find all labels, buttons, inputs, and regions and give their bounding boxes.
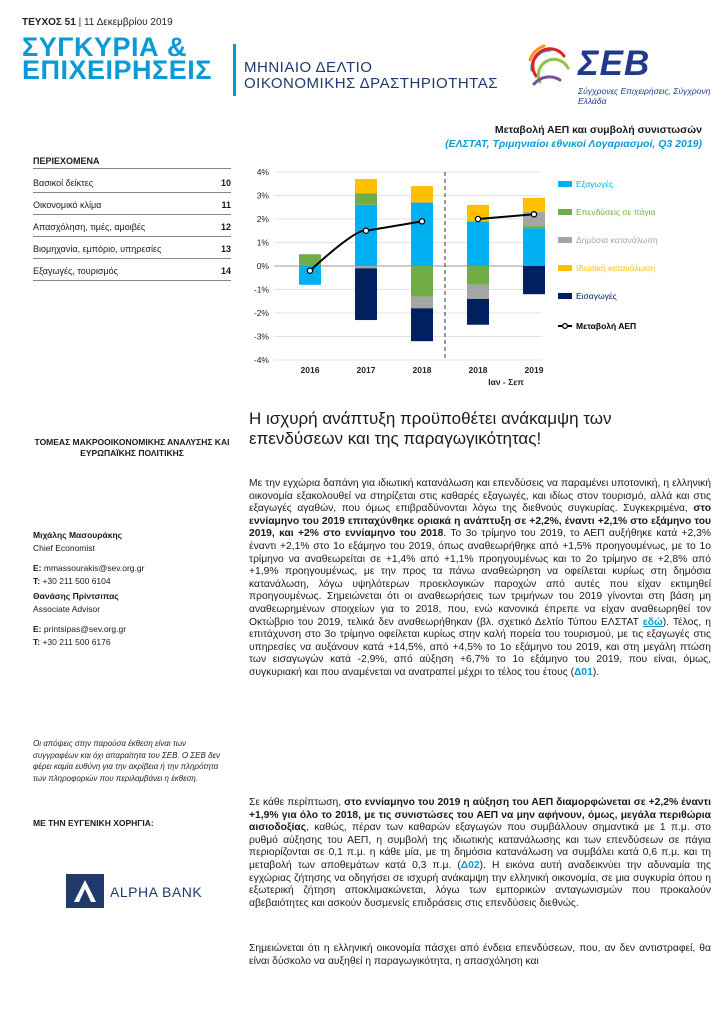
- toc-item-label: Βιομηχανία, εμπόριο, υπηρεσίες: [33, 244, 162, 254]
- toc-item-page: 13: [220, 244, 231, 254]
- subtitle-line1: ΜΗΝΙΑΙΟ ΔΕΛΤΙΟ: [244, 59, 373, 76]
- legend-swatch: [558, 265, 572, 271]
- toc-item-label: Βασικοί δείκτες: [33, 178, 94, 188]
- text-run: ). Τέλος, η επιτάχυνση στο 3ο τρίμηνο οφείλεται κυρίως στην καλή πορεία του τουρισμού, με τις εξαγωγές στις υπηρεσίες να αυξάνουν κατά +14,5%, από +4,5% το 1ο εξάμηνο του 2019, και στη μεγάλη πτώση των εισαγωγών κατά -2,9%, από αύξηση +6,7% το 1ο εξάμηνο του 2019, που είναι, όμως, συγκυριακή και που αναμένεται να ανατραπεί μέχρι το τέλος του έτους (: [249, 616, 711, 678]
- x-tick-label: 2016: [300, 365, 320, 375]
- bulletin-subtitle: [244, 60, 498, 92]
- legend-label: Εξαγωγές: [576, 179, 614, 189]
- gdp-point: [531, 212, 536, 217]
- legend-line-marker: [563, 324, 568, 329]
- issue-line: ΤΕΥΧΟΣ 51 | 11 Δεκεμβρίου 2019: [22, 17, 173, 28]
- contact-phone: +30 211 500 6176: [42, 637, 111, 647]
- sponsor-label: ΜΕ ΤΗΝ ΕΥΓΕΝΙΚΗ ΧΟΡΗΓΙΑ:: [33, 818, 154, 828]
- x-tick-label: 2019: [524, 365, 544, 375]
- contact-card: [33, 529, 144, 588]
- y-tick-label: -4%: [253, 355, 269, 365]
- contact-role: Chief Economist: [33, 543, 95, 553]
- phone-label: T:: [33, 576, 41, 586]
- legend-swatch: [558, 209, 572, 215]
- alpha-bank-logo-icon: [66, 874, 104, 908]
- bar-segment: [467, 221, 489, 266]
- bar-segment: [411, 308, 433, 341]
- text-run-bold: στο εννίαμηνο του 2019 η αύξηση του ΑΕΠ διαμορφώνεται σε +2,2% έναντι +1,9% για όλο το 2018, με τις συνιστώσες του ΑΕΠ να μην αφήνουν, όμως, μεγάλα περιθώρια αισιοδοξίας: [249, 797, 711, 834]
- legend-label: Δημόσια κατανάλωση: [576, 235, 658, 245]
- gdp-point: [475, 216, 480, 221]
- toc-item[interactable]: [33, 200, 231, 210]
- bar-segment: [467, 299, 489, 325]
- article-paragraph: [249, 478, 711, 680]
- x-tick-label: 2017: [356, 365, 376, 375]
- gdp-point: [307, 268, 312, 273]
- text-run: . Το 3ο τρίμηνο του 2019, το ΑΕΠ αυξήθηκε κατά +2,3% έναντι +2,1% στο 1ο εξάμηνο του 2019, όπως αναθεωρήθηκε από +1,5% προηγουμένως, με το 1ο τρίμηνο να αναθεωρείται σε +1,4% από +1,1% προηγουμένως και το 2ο τρίμηνο σε +2,8% από +1,9% προηγουμένως, με την προς τα πάνω αναθεώρηση να οφείλεται κυρίως στη δημόσια κατανάλωση, λόγω υψηλότερων προεκλογικών παροχών από αυτές που είχαν εκτιμηθεί προηγουμένως. Σημειώνεται ότι οι αναθεωρήσεις των τριμήνων του 2019 γίνονται στη βάση μη αναθεωρημένων στοιχείων για το 2018, που, ενώ κανονικά έπρεπε να είχαν αναθεωρηθεί τον Οκτώβριο του 2019, τελικά δεν αναθεωρήθηκαν (βλ. σχετικό Δελτίο Τύπου ΕΛΣΤΑΤ: [249, 528, 711, 628]
- toc-divider: [33, 236, 231, 237]
- sev-logo-icon: [524, 40, 576, 90]
- article-paragraph: [249, 797, 711, 910]
- header-divider: [233, 44, 236, 96]
- email-label: E:: [33, 563, 42, 573]
- text-run: ).: [592, 666, 600, 678]
- legend-swatch: [558, 237, 572, 243]
- contact-email[interactable]: mmassourakis@sev.org.gr: [43, 563, 145, 573]
- toc-item-label: Οικονομικό κλίμα: [33, 200, 102, 210]
- contact-phone: +30 211 500 6104: [42, 576, 111, 586]
- toc-divider: [33, 214, 231, 215]
- text-run: Σε κάθε περίπτωση,: [249, 797, 345, 808]
- bar-segment: [467, 285, 489, 299]
- bar-segment: [355, 179, 377, 193]
- bar-segment: [355, 268, 377, 320]
- text-run: Με την εγχώρια δαπάνη για ιδιωτική κατανάλωση και επενδύσεις να παραμένει υποτονική, η ελληνική οικονομία εξακολουθεί να στηρίζεται στις καθαρές εξαγωγές, και ιδίως στον τουρισμό, αλλά και στις εξαγωγές αγαθών, που όμως επιβραδύνονται λόγω της διεθνούς συγκυρίας. Συγκεκριμένα,: [249, 478, 711, 515]
- toc-divider: [33, 192, 231, 193]
- contact-email[interactable]: printsipas@sev.org.gr: [43, 624, 127, 634]
- toc-divider: [33, 280, 231, 281]
- toc-item[interactable]: [33, 266, 231, 276]
- y-tick-label: 2%: [256, 214, 269, 224]
- sev-logo-tagline: Σύγχρονες Επιχειρήσεις, Σύγχρονη Ελλάδα: [578, 86, 711, 106]
- legend-swatch: [558, 293, 572, 299]
- toc-heading: ΠΕΡΙΕΧΟΜΕΝΑ: [33, 156, 100, 166]
- toc-divider: [33, 258, 231, 259]
- group-label: Ιαν - Σεπ: [488, 377, 524, 387]
- y-tick-label: 3%: [256, 190, 269, 201]
- gdp-point: [363, 228, 368, 233]
- subtitle-line2: ΟΙΚΟΝΟΜΙΚΗΣ ΔΡΑΣΤΗΡΙΟΤΗΤΑΣ: [244, 75, 499, 92]
- y-tick-label: 1%: [256, 237, 269, 248]
- section-heading: ΤΟΜΕΑΣ ΜΑΚΡΟΟΙΚΟΝΟΜΙΚΗΣ ΑΝΑΛΥΣΗΣ ΚΑΙ ΕΥΡΩΠΑΪΚΗΣ ΠΟΛΙΤΙΚΗΣ: [34, 437, 230, 458]
- sev-logo-text: ΣΕΒ: [578, 44, 651, 83]
- legend-label: Επενδύσεις σε πάγια: [576, 207, 656, 217]
- brand-title-line2: ΕΠΙΧΕΙΡΗΣΕΙΣ: [22, 55, 212, 85]
- toc-item-page: 14: [220, 266, 231, 276]
- text-run: , καθώς, πέραν των καθαρών εξαγωγών που συμβάλλουν σημαντικά με 1 π.μ. στο ρυθμό αύξησης του ΑΕΠ, η συμβολή της ιδιωτικής κατανάλωσης και των επενδύσεων σε πάγια περιορίζονται σε 0,1 π.μ. η κάθε μία, με τη δημόσια κατανάλωση να συμβάλει κατά 0,6 π.μ. και τη μεταβολή των αποθεμάτων κατά 0,3 π.μ. (: [249, 822, 711, 871]
- bar-segment: [355, 266, 377, 268]
- toc-item-label: Εξαγωγές, τουρισμός: [33, 266, 118, 276]
- figure-ref[interactable]: Δ01: [574, 666, 593, 678]
- article-headline: Η ισχυρή ανάπτυξη προϋποθέτει ανάκαμψη των επενδύσεων και της παραγωγικότητας!: [249, 409, 612, 448]
- toc-item[interactable]: [33, 244, 231, 254]
- bar-segment: [523, 266, 545, 294]
- toc-item-label: Απασχόληση, τιμές, αμοιβές: [33, 222, 146, 232]
- issue-number: ΤΕΥΧΟΣ 51: [22, 17, 76, 28]
- legend-swatch: [558, 181, 572, 187]
- bar-segment: [411, 297, 433, 309]
- toc-item-page: 11: [221, 200, 231, 210]
- bar-segment: [523, 226, 545, 228]
- toc-item[interactable]: [33, 222, 231, 232]
- bar-segment: [411, 186, 433, 202]
- y-tick-label: -2%: [253, 308, 269, 318]
- bar-segment: [355, 205, 377, 266]
- gdp-point: [419, 219, 424, 224]
- toc-divider: [33, 168, 231, 169]
- toc-item[interactable]: [33, 178, 231, 188]
- text-run: ). Η εικόνα αυτή αναδεικνύει την αδυναμία της εγχώριας ζήτησης να οδηγήσει σε ισχυρή ανάκαμψη την ελληνική οικονομία, σε μια συγκυρία όπου η εξωτερική ζήτηση αποκλιμακώνεται, λόγω των εμπορικών ανταγωνισμών που προκαλούν αβεβαιότητες και ασκούν δυσμενείς επιδράσεις στις επενδύσεις διεθνώς.: [249, 859, 711, 909]
- sponsor-name: ALPHA BANK: [110, 884, 203, 900]
- toc-item-page: 10: [220, 178, 231, 188]
- brand-title-line1: ΣΥΓΚΥΡΙΑ &: [22, 32, 187, 62]
- gdp-chart: [240, 160, 710, 390]
- brand-title: [22, 32, 212, 85]
- disclaimer: Οι απόψεις στην παρούσα έκθεση είναι των συγγραφέων και όχι απαραίτητα του ΣΕΒ. Ο ΣΕΒ δεν φέρει καμία ευθύνη για την ακρίβεια ή την πληρότητα των πληροφοριών που περιλαμβάνει η έκθεση.: [33, 739, 220, 783]
- figure-ref[interactable]: Δ02: [460, 859, 480, 871]
- contact-name: Μιχάλης Μασουράκης: [33, 530, 123, 540]
- legend-label: Ιδιωτική κατανάλωση: [576, 263, 656, 273]
- bar-segment: [355, 193, 377, 205]
- contact-name: Θανάσης Πρίντσιπας: [33, 591, 119, 601]
- issue-date: 11 Δεκεμβρίου 2019: [83, 17, 173, 28]
- y-tick-label: 0%: [256, 261, 269, 271]
- elstat-link[interactable]: εδώ: [642, 616, 663, 628]
- y-tick-label: 4%: [256, 167, 269, 177]
- article-paragraph: Σημειώνεται ότι η ελληνική οικονομία πάσχει από ένδεια επενδύσεων, που, αν δεν αντιστραφεί, θα είναι δύσκολο να αυξηθεί η παραγωγικότητα, η απασχόληση και: [249, 943, 711, 967]
- bar-segment: [411, 266, 433, 297]
- toc-item-page: 12: [220, 222, 231, 232]
- y-tick-label: -1%: [253, 284, 269, 295]
- legend-label: Μεταβολή ΑΕΠ: [576, 321, 637, 331]
- y-tick-label: -3%: [253, 331, 269, 342]
- x-tick-label: 2018: [412, 365, 432, 375]
- email-label: E:: [33, 624, 42, 634]
- text-run-bold: στο εννίαμηνο του 2019 επιταχύνθηκε οριακά η ανάπτυξη σε +2,2%, έναντι +2,1% στο εξάμηνο του 2019, και +2% στο εννίαμηνο του 2018: [249, 503, 711, 540]
- bar-segment: [523, 228, 545, 266]
- chart-subtitle: (ΕΛΣΤΑΤ, Τριμηνιαίοι εθνικοί Λογαριασμοί, Q3 2019): [445, 138, 702, 150]
- contact-card: [33, 590, 126, 649]
- contact-role: Associate Advisor: [33, 604, 101, 614]
- bar-segment: [411, 203, 433, 266]
- chart-title: Μεταβολή ΑΕΠ και συμβολή συνιστωσών: [494, 124, 702, 136]
- phone-label: T:: [33, 637, 41, 647]
- x-tick-label: 2018: [468, 365, 488, 375]
- bar-segment: [523, 198, 545, 212]
- bar-segment: [467, 266, 489, 285]
- legend-label: Εισαγωγές: [576, 291, 617, 301]
